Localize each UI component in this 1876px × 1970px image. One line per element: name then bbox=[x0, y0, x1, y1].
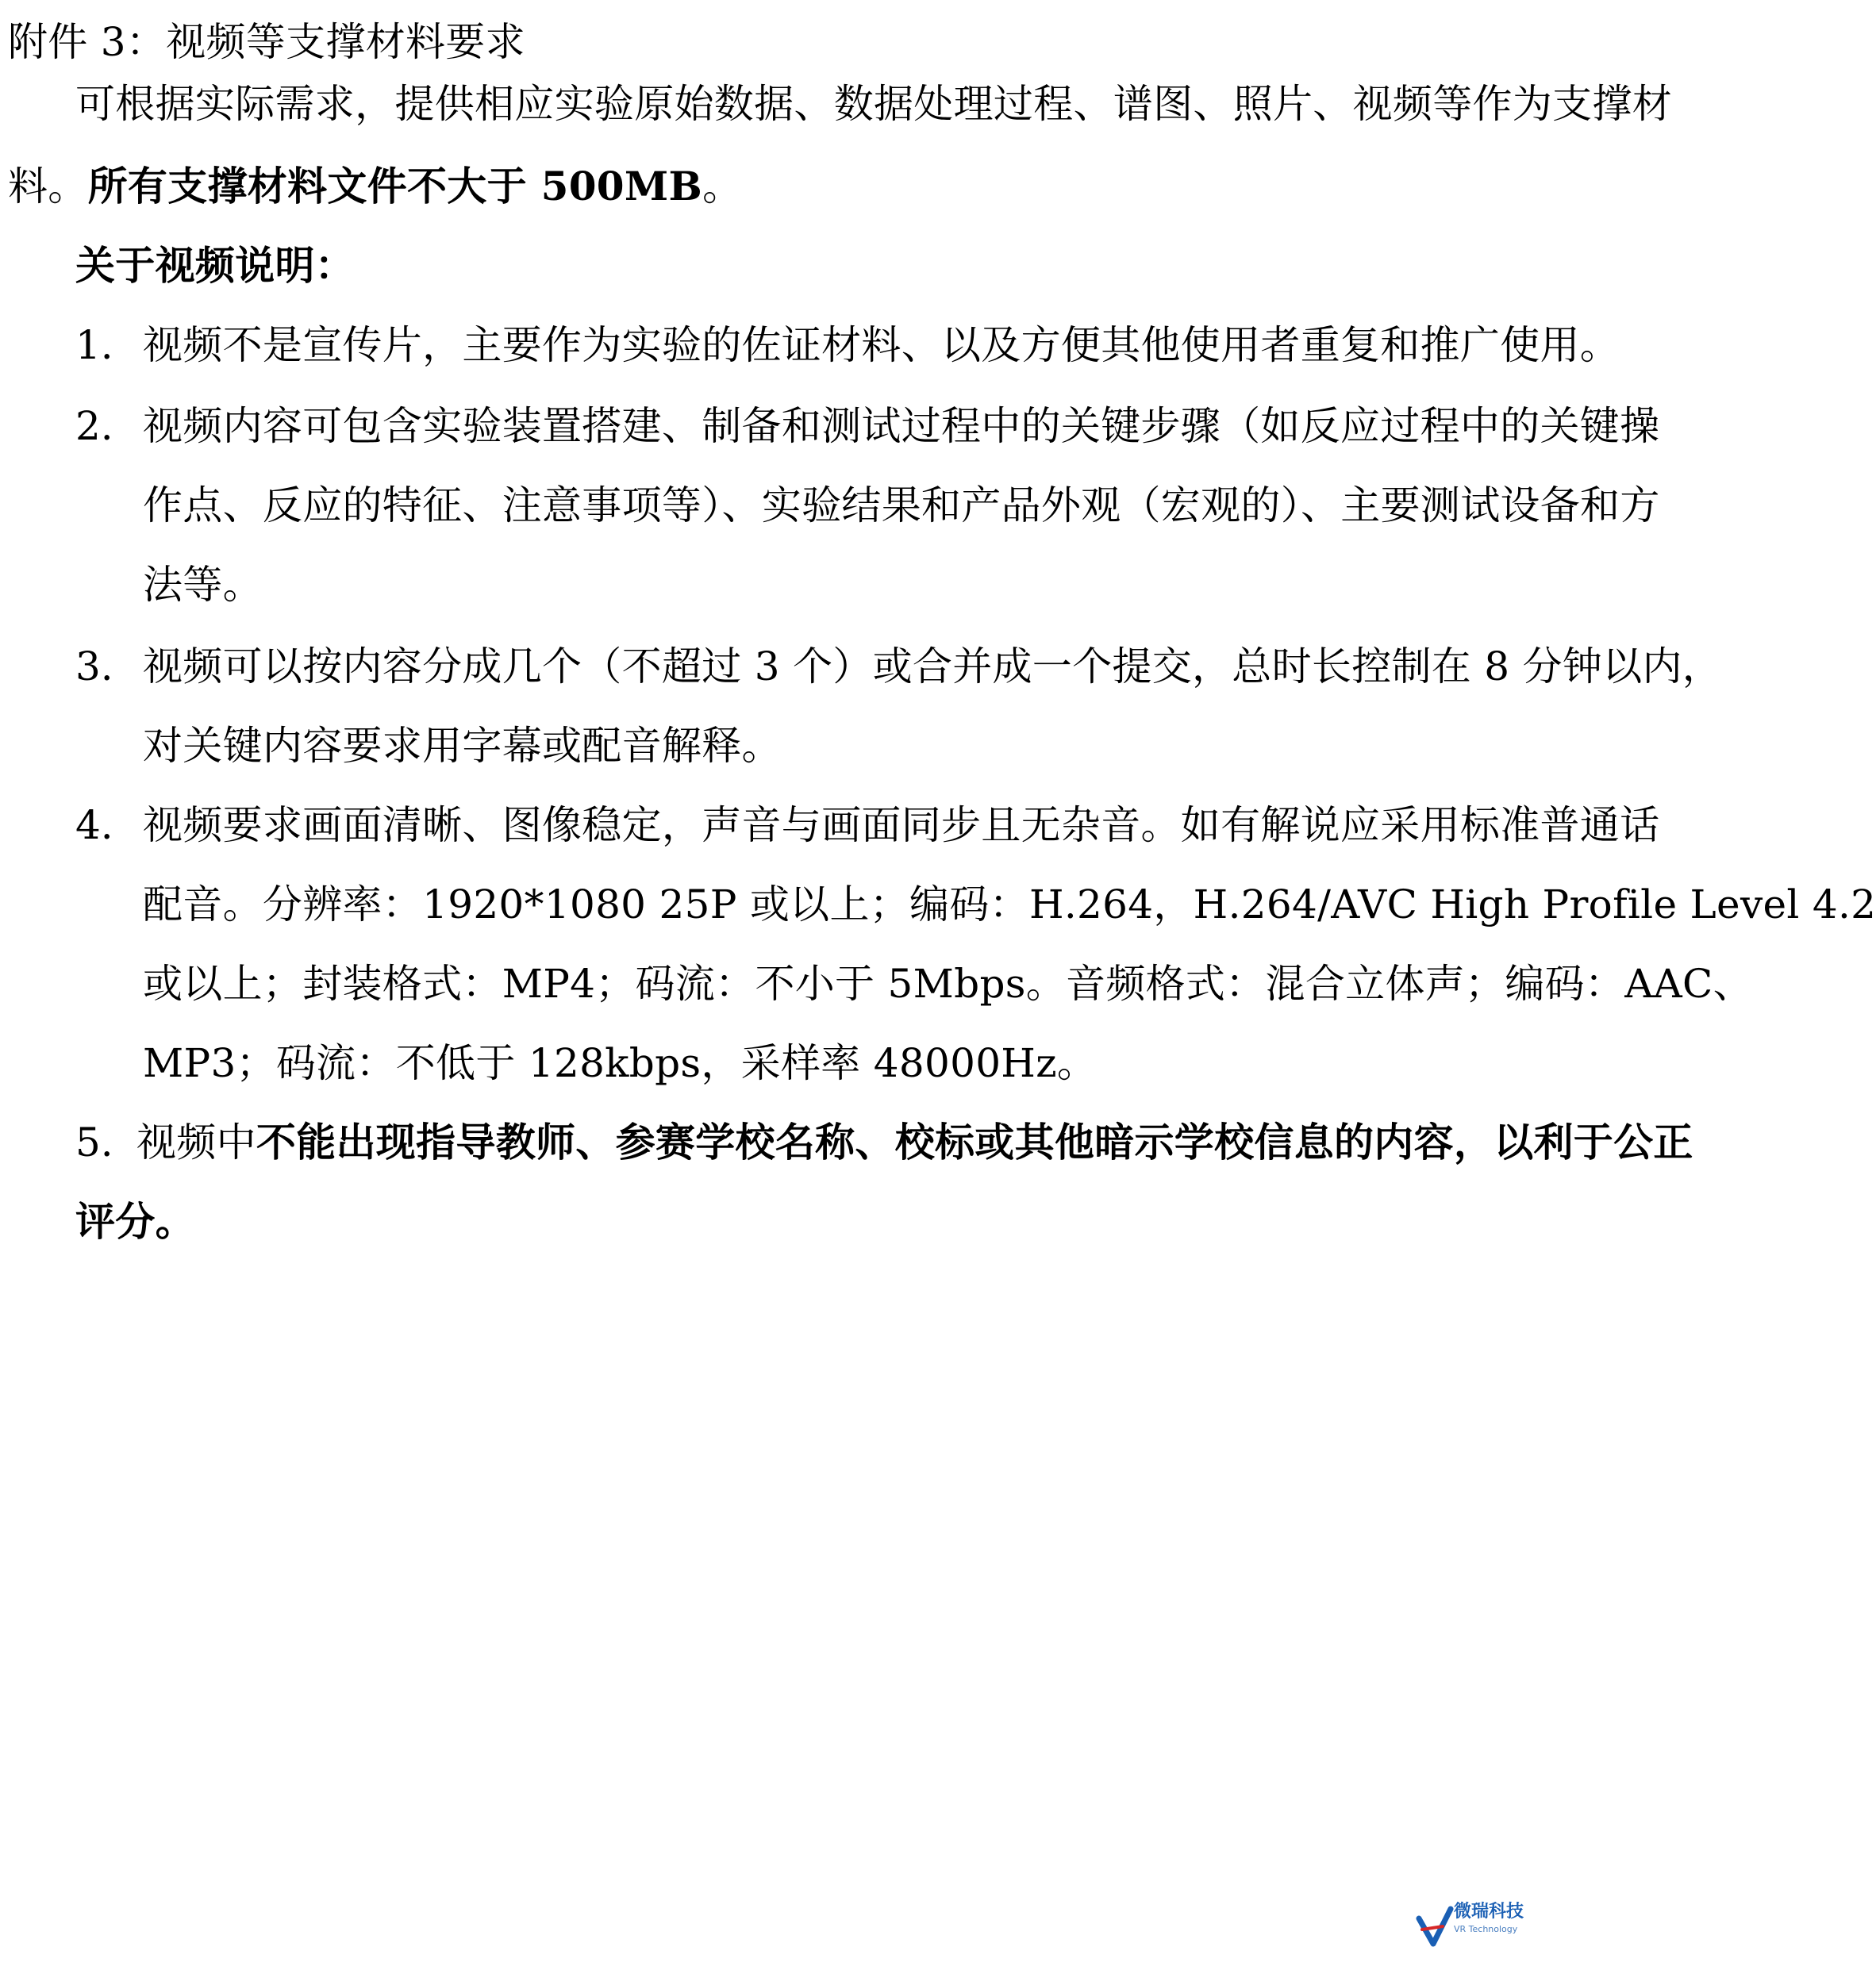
item-1-line-1: 视频不是宣传片，主要作为实验的佐证材料、以及方便其他使用者重复和推广使用。 bbox=[143, 322, 1620, 368]
item-number-2: 2. bbox=[75, 403, 113, 449]
item-number-5: 5. bbox=[75, 1119, 113, 1165]
item-2-line-3: 法等。 bbox=[143, 562, 263, 608]
item-4-line-3: 或以上；封装格式：MP4；码流：不小于 5Mbps。音频格式：混合立体声；编码：AAC、 bbox=[143, 961, 1753, 1007]
item-number-1: 1. bbox=[75, 322, 113, 368]
item-5-bold-statement: 不能出现指导教师、参赛学校名称、校标或其他暗示学校信息的内容，以利于公正 bbox=[256, 1119, 1693, 1165]
item-5-line-2: 评分。 bbox=[75, 1198, 195, 1245]
intro-line-1: 可根据实际需求，提供相应实验原始数据、数据处理过程、谱图、照片、视频等作为支撑材 bbox=[75, 81, 1672, 127]
watermark-name-en: VR Technology bbox=[1454, 1924, 1518, 1934]
item-5-prefix: 视频中 bbox=[136, 1119, 256, 1165]
item-3-line-2: 对关键内容要求用字幕或配音解释。 bbox=[143, 723, 782, 769]
item-5-line-1 bbox=[136, 1115, 1693, 1170]
intro-size-limit: 所有支撑材料文件不大于 500MB bbox=[87, 163, 703, 209]
item-3-line-1: 视频可以按内容分成几个（不超过 3 个）或合并成一个提交，总时长控制在 8 分钟以内， bbox=[143, 643, 1723, 689]
intro-line-2-suffix: 。 bbox=[702, 163, 743, 209]
intro-line-2-prefix: 料。 bbox=[8, 163, 88, 209]
item-4-line-1: 视频要求画面清晰、图像稳定，声音与画面同步且无杂音。如有解说应采用标准普通话 bbox=[143, 802, 1660, 848]
page-title: 附件 3：视频等支撑材料要求 bbox=[8, 19, 525, 65]
item-4-line-4: MP3；码流：不低于 128kbps，采样率 48000Hz。 bbox=[143, 1040, 1098, 1086]
item-2-line-1: 视频内容可包含实验装置搭建、制备和测试过程中的关键步骤（如反应过程中的关键操 bbox=[143, 403, 1660, 449]
watermark-text bbox=[1454, 1898, 1524, 1934]
item-4-line-2: 配音。分辨率：1920*1080 25P 或以上；编码：H.264，H.264/AVC High Profile Level 4.2 bbox=[143, 881, 1876, 927]
item-number-4: 4. bbox=[75, 802, 113, 848]
item-2-line-2: 作点、反应的特征、注意事项等）、实验结果和产品外观（宏观的）、主要测试设备和方 bbox=[143, 482, 1660, 528]
watermark-name-cn: 微瑞科技 bbox=[1454, 1902, 1524, 1922]
section-heading: 关于视频说明： bbox=[75, 242, 356, 289]
intro-line-2 bbox=[8, 159, 742, 214]
item-number-3: 3. bbox=[75, 643, 113, 689]
